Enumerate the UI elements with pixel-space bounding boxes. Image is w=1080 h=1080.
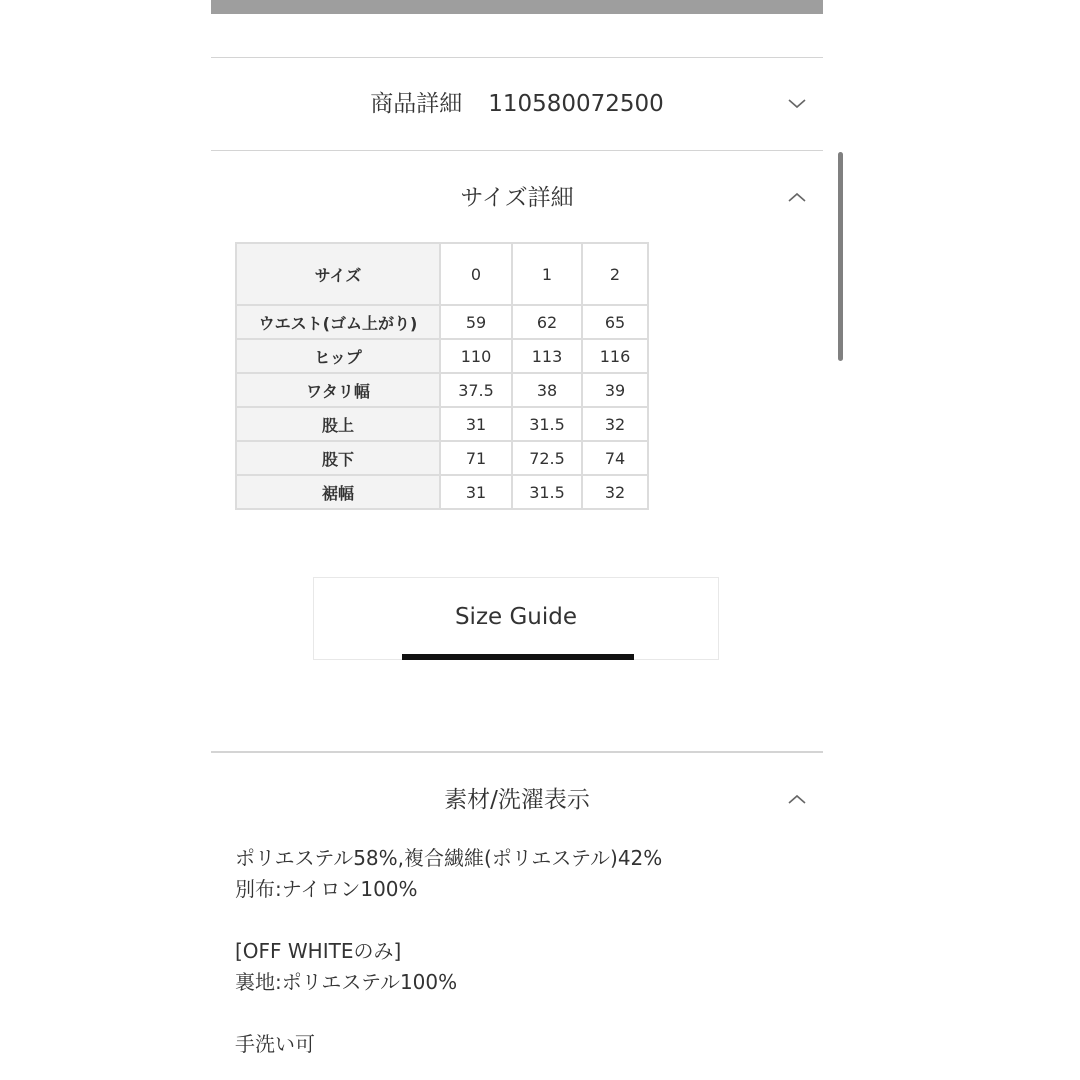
divider — [211, 150, 823, 151]
table-cell: 31 — [440, 407, 512, 441]
table-row — [236, 407, 648, 441]
material-line: [OFF WHITEのみ] — [235, 939, 402, 963]
table-cell: 113 — [512, 339, 582, 373]
material-spacer — [235, 905, 662, 936]
row-label: ウエスト(ゴム上がり) — [236, 305, 440, 339]
divider — [211, 57, 823, 58]
size-guide-button[interactable] — [313, 577, 719, 660]
chevron-up-icon[interactable] — [787, 188, 807, 208]
size-guide-underline — [402, 654, 634, 660]
material-title: 素材/洗濯表示 — [444, 787, 590, 813]
table-cell: 32 — [582, 475, 648, 509]
size-table-header-row — [236, 243, 648, 305]
chevron-up-icon[interactable] — [787, 790, 807, 810]
table-cell: 71 — [440, 441, 512, 475]
size-detail-title: サイズ詳細 — [460, 185, 574, 211]
table-cell: 32 — [582, 407, 648, 441]
table-cell: 62 — [512, 305, 582, 339]
row-label: 股下 — [236, 441, 440, 475]
divider — [211, 751, 823, 753]
size-table — [235, 242, 649, 510]
top-image-edge — [211, 0, 823, 14]
table-cell: 39 — [582, 373, 648, 407]
accordion-product-detail[interactable] — [211, 86, 823, 136]
chevron-down-icon[interactable] — [787, 94, 807, 114]
table-row — [236, 339, 648, 373]
product-code: 110580072500 — [488, 91, 664, 117]
accordion-size-detail[interactable] — [211, 180, 823, 230]
table-cell: 72.5 — [512, 441, 582, 475]
table-cell: 59 — [440, 305, 512, 339]
table-cell: 31.5 — [512, 475, 582, 509]
row-label: 裾幅 — [236, 475, 440, 509]
material-line: 手洗い可 — [235, 1032, 315, 1056]
material-line: ポリエステル58%,複合繊維(ポリエステル)42% — [235, 846, 663, 870]
scrollbar-thumb[interactable] — [838, 152, 843, 361]
size-column-header: 0 — [440, 243, 512, 305]
table-row — [236, 475, 648, 509]
table-cell: 38 — [512, 373, 582, 407]
material-spacer — [235, 998, 662, 1029]
size-column-header: 1 — [512, 243, 582, 305]
row-label: 股上 — [236, 407, 440, 441]
row-label: ワタリ幅 — [236, 373, 440, 407]
table-row — [236, 373, 648, 407]
table-row — [236, 441, 648, 475]
material-description — [235, 843, 662, 1060]
size-header-label: サイズ — [236, 243, 440, 305]
accordion-material[interactable] — [211, 782, 823, 832]
product-detail-title — [211, 86, 823, 122]
size-column-header: 2 — [582, 243, 648, 305]
material-line: 裏地:ポリエステル100% — [235, 970, 458, 994]
table-cell: 31 — [440, 475, 512, 509]
table-cell: 110 — [440, 339, 512, 373]
table-row — [236, 305, 648, 339]
product-detail-label: 商品詳細 — [370, 91, 463, 117]
table-cell: 65 — [582, 305, 648, 339]
table-cell: 116 — [582, 339, 648, 373]
table-cell: 74 — [582, 441, 648, 475]
row-label: ヒップ — [236, 339, 440, 373]
table-cell: 37.5 — [440, 373, 512, 407]
size-guide-label: Size Guide — [454, 604, 578, 630]
material-line: 別布:ナイロン100% — [235, 877, 418, 901]
table-cell: 31.5 — [512, 407, 582, 441]
